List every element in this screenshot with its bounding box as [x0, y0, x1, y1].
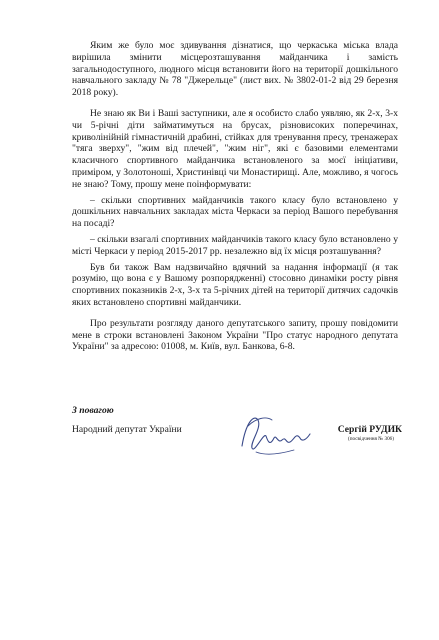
paragraph-response-request: Про результати розгляду даного депутатського запиту, прошу повідомити мене в строки встановлені Законом України "Про статус народного депутата України" за адресою: 01008, м. Київ, вул. Банкова, 6-8. — [72, 317, 398, 353]
question-kindergartens: – скільки спортивних майданчиків такого класу було встановлено у дошкільних навчальних закладах міста Черкаси за період Вашого перебування на посаді? — [72, 194, 398, 230]
paragraph-request: Не знаю як Ви і Ваші заступники, але я особисто слабо уявляю, як 2-х, 3-х чи 5-річні діти займатимуться на брусах, різновисоких поперечинах, криволінійній гімнастичній драбині, стійках для тренування пресу, тренажерах "тяга зверху", "жим від плечей", "жим ніг", які є базовими елементами класичного спортивного майданчика встановленого за моєї ініціативи, приміром, у Золотоноші, Христинівці чи Монастирищі. Але, можливо, я чогось не знаю? Тому, прошу мене поінформувати: — [72, 107, 398, 190]
handwritten-signature — [236, 402, 316, 462]
signatory-name: Сергій РУДИК — [337, 424, 402, 435]
closing-phrase: З повагою — [72, 405, 114, 416]
paragraph-statistics: Був би також Вам надзвичайно вдячний за надання інформації (я так розумію, що вона є у Вашому розпорядженні) стосовно динаміки росту рівня спортивних показників 2-х, 3-х та 5-річних дітей на території дитячих садочків яких встановлено спортивні майданчики. — [72, 261, 398, 308]
paragraph-surprise: Яким же було моє здивування дізнатися, що черкаська міська влада вирішила змінити місцерозташування майданчика і замість загальнодоступного, людного місця встановити його на території дошкільного навчального закладу № 78 "Джерельце" (лист вих. № 3802-01-2 від 29 березня 2018 року). — [72, 40, 398, 99]
certificate-number: (посвідчення № 306) — [348, 436, 394, 442]
question-city-total: – скільки взагалі спортивних майданчиків такого класу було встановлено у місті Черкаси у період 2015-2017 рр. незалежно від їх місця розташування? — [72, 233, 398, 257]
signatory-title: Народний депутат України — [72, 424, 182, 435]
letter-body — [72, 40, 398, 357]
